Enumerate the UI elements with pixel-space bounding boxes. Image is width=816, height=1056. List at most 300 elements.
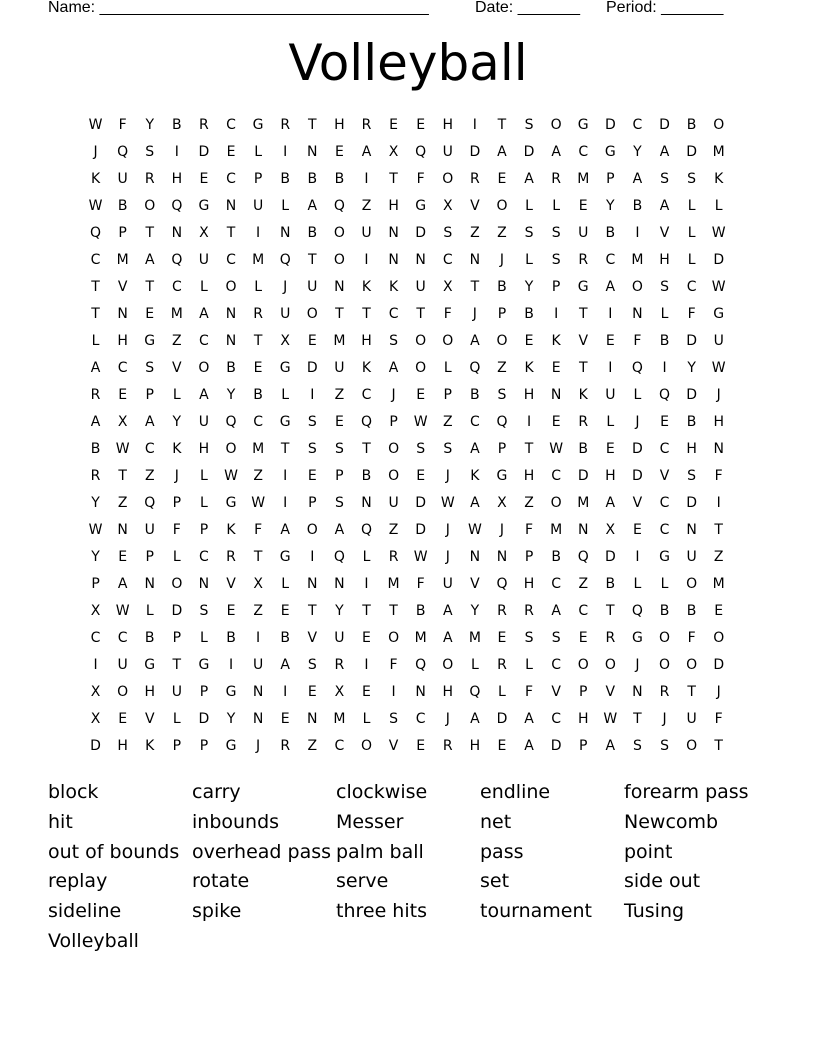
grid-letter: Q <box>469 359 481 376</box>
grid-letter: C <box>199 548 209 565</box>
grid-letter: D <box>604 116 616 133</box>
grid-letter: H <box>117 737 128 754</box>
grid-letter: A <box>334 521 345 538</box>
date-field-label: Date: _______ <box>475 0 580 16</box>
grid-letter: X <box>280 332 290 349</box>
grid-letter: V <box>172 359 182 376</box>
grid-letter: V <box>551 683 561 700</box>
word-bank-item: forearm pass <box>624 781 749 803</box>
grid-letter: I <box>472 116 477 133</box>
word-bank-item: Messer <box>336 810 404 833</box>
grid-letter: J <box>93 143 98 160</box>
grid-letter: J <box>662 710 667 727</box>
grid-letter: Y <box>606 197 615 214</box>
grid-letter: O <box>415 332 427 349</box>
grid-letter: X <box>253 575 263 592</box>
grid-letter: C <box>90 251 101 268</box>
grid-letter: G <box>225 737 237 754</box>
grid-letter: T <box>280 440 290 457</box>
grid-letter: W <box>224 467 238 484</box>
grid-letter: U <box>686 548 697 565</box>
grid-letter: O <box>496 332 508 349</box>
grid-letter: A <box>199 305 209 322</box>
grid-letter: A <box>632 170 643 187</box>
grid-letter: K <box>361 278 372 295</box>
grid-letter: R <box>253 305 263 322</box>
grid-letter: R <box>605 629 616 646</box>
grid-letter: S <box>334 494 344 511</box>
grid-letter: R <box>226 548 236 565</box>
grid-letter: C <box>551 710 562 727</box>
grid-letter: K <box>90 170 101 187</box>
grid-letter: D <box>469 143 481 160</box>
grid-letter: V <box>117 278 128 295</box>
grid-letter: V <box>605 683 616 700</box>
grid-letter: F <box>714 467 723 484</box>
grid-letter: U <box>605 386 616 403</box>
grid-letter: E <box>307 683 317 700</box>
grid-letter: A <box>605 737 616 754</box>
grid-row <box>82 570 740 597</box>
grid-row <box>82 705 740 732</box>
grid-row <box>82 435 740 462</box>
grid-letter: B <box>686 602 697 619</box>
grid-letter: D <box>713 251 725 268</box>
grid-letter: I <box>283 683 288 700</box>
grid-letter: I <box>391 683 396 700</box>
grid-letter: C <box>415 710 426 727</box>
grid-letter: V <box>659 467 670 484</box>
grid-letter: Y <box>524 278 534 295</box>
grid-letter: B <box>226 359 236 376</box>
grid-letter: Z <box>713 548 724 565</box>
grid-letter: Q <box>360 521 372 538</box>
word-bank-item: rotate <box>192 870 250 893</box>
grid-letter: N <box>388 251 399 268</box>
word-bank-item: inbounds <box>192 810 280 833</box>
grid-letter: T <box>91 305 100 322</box>
grid-letter: Y <box>470 602 480 619</box>
word-bank-item: overhead pass <box>192 840 332 863</box>
grid-letter: B <box>334 170 345 187</box>
grid-letter: S <box>551 224 561 241</box>
grid-letter: E <box>362 683 371 700</box>
grid-letter: L <box>552 197 561 214</box>
grid-letter: F <box>443 305 452 322</box>
grid-letter: R <box>659 683 670 700</box>
grid-letter: J <box>716 683 721 700</box>
grid-letter: C <box>551 575 562 592</box>
grid-letter: V <box>470 197 480 214</box>
grid-letter: A <box>280 521 290 538</box>
grid-letter: Q <box>333 197 345 214</box>
grid-letter: R <box>469 170 480 187</box>
word-bank-item: serve <box>336 870 389 893</box>
grid-letter: X <box>90 683 101 700</box>
word-bank-item: out of bounds <box>48 840 180 863</box>
grid-letter: X <box>117 413 128 430</box>
grid-letter: Y <box>633 143 642 160</box>
grid-letter: E <box>714 602 724 619</box>
grid-letter: X <box>497 494 507 511</box>
grid-letter: B <box>361 467 372 484</box>
grid-letter: X <box>605 521 616 538</box>
grid-letter: F <box>416 170 425 187</box>
grid-letter: F <box>687 305 696 322</box>
grid-letter: P <box>145 548 154 565</box>
grid-letter: Z <box>524 494 534 511</box>
grid-letter: F <box>389 656 398 673</box>
grid-letter: U <box>361 224 372 241</box>
grid-letter: N <box>225 305 237 322</box>
grid-letter: E <box>362 629 371 646</box>
grid-letter: E <box>578 629 588 646</box>
grid-letter: I <box>283 494 288 511</box>
grid-letter: D <box>415 521 427 538</box>
grid-letter: A <box>605 494 616 511</box>
grid-letter: S <box>307 656 317 673</box>
grid-letter: O <box>686 737 698 754</box>
grid-letter: Z <box>334 386 345 403</box>
grid-letter: S <box>524 116 534 133</box>
grid-letter: U <box>198 413 210 430</box>
grid-letter: G <box>659 548 670 565</box>
grid-letter: H <box>388 197 399 214</box>
grid-letter: H <box>198 440 210 457</box>
word-search-grid <box>82 111 740 759</box>
grid-row <box>82 327 740 354</box>
grid-letter: M <box>333 332 346 349</box>
grid-letter: D <box>686 386 697 403</box>
grid-letter: B <box>632 197 643 214</box>
grid-letter: O <box>496 197 508 214</box>
grid-letter: S <box>199 602 209 619</box>
grid-letter: B <box>280 629 290 646</box>
grid-letter: O <box>388 629 400 646</box>
grid-letter: L <box>200 467 208 484</box>
grid-letter: B <box>659 332 670 349</box>
grid-letter: R <box>199 116 209 133</box>
grid-letter: V <box>226 575 236 592</box>
grid-letter: M <box>387 575 400 592</box>
grid-letter: M <box>116 251 129 268</box>
grid-letter: L <box>281 575 290 592</box>
grid-letter: O <box>550 116 562 133</box>
grid-letter: T <box>578 305 588 322</box>
grid-letter: L <box>687 224 696 241</box>
grid-letter: J <box>445 467 450 484</box>
grid-letter: Q <box>225 413 237 430</box>
grid-letter: Y <box>91 494 100 511</box>
grid-letter: P <box>145 386 154 403</box>
grid-letter: D <box>415 224 427 241</box>
grid-row <box>82 516 740 543</box>
grid-letter: R <box>497 602 507 619</box>
grid-letter: C <box>226 116 236 133</box>
grid-letter: T <box>308 251 317 268</box>
grid-letter: J <box>635 413 640 430</box>
grid-letter: S <box>389 332 399 349</box>
grid-letter: N <box>577 521 589 538</box>
grid-letter: I <box>283 143 288 160</box>
grid-letter: A <box>144 251 155 268</box>
grid-letter: T <box>524 440 534 457</box>
grid-letter: W <box>549 440 564 457</box>
grid-letter: I <box>364 656 369 673</box>
grid-letter: F <box>172 521 181 538</box>
grid-letter: E <box>145 305 155 322</box>
grid-letter: O <box>306 305 318 322</box>
grid-letter: M <box>414 629 427 646</box>
grid-row <box>82 111 740 138</box>
grid-letter: U <box>198 251 210 268</box>
grid-letter: O <box>333 224 345 241</box>
grid-letter: D <box>713 656 725 673</box>
grid-letter: O <box>360 737 372 754</box>
grid-letter: T <box>362 440 371 457</box>
word-bank-item: three hits <box>336 900 427 923</box>
grid-letter: R <box>578 413 589 430</box>
grid-letter: T <box>253 548 263 565</box>
word-bank-item: block <box>48 781 99 803</box>
grid-letter: Q <box>631 359 643 376</box>
grid-letter: N <box>388 224 399 241</box>
grid-letter: J <box>716 386 721 403</box>
grid-letter: Z <box>388 521 399 538</box>
grid-letter: J <box>499 521 505 538</box>
grid-letter: A <box>144 413 155 430</box>
word-bank-item: net <box>480 810 512 833</box>
grid-letter: M <box>712 143 725 160</box>
grid-letter: B <box>307 224 318 241</box>
grid-letter: H <box>523 386 535 403</box>
grid-letter: O <box>117 683 129 700</box>
grid-letter: C <box>90 629 101 646</box>
grid-letter: R <box>280 737 291 754</box>
grid-letter: G <box>279 413 291 430</box>
grid-letter: O <box>306 521 318 538</box>
grid-letter: L <box>91 332 100 349</box>
grid-letter: E <box>226 602 236 619</box>
grid-letter: L <box>687 251 696 268</box>
grid-letter: Z <box>307 737 318 754</box>
grid-letter: N <box>117 305 128 322</box>
grid-letter: G <box>144 332 156 349</box>
grid-letter: C <box>144 440 155 457</box>
grid-letter: I <box>608 305 613 322</box>
grid-letter: O <box>713 116 725 133</box>
grid-letter: K <box>172 440 182 457</box>
grid-letter: M <box>550 521 563 538</box>
grid-letter: N <box>632 305 643 322</box>
grid-letter: F <box>118 116 127 133</box>
grid-letter: G <box>279 359 291 376</box>
grid-letter: W <box>88 521 103 538</box>
grid-letter: W <box>115 602 130 619</box>
grid-letter: B <box>307 170 318 187</box>
grid-letter: P <box>199 683 209 700</box>
grid-letter: J <box>391 386 396 403</box>
grid-letter: N <box>225 332 237 349</box>
grid-letter: E <box>551 359 561 376</box>
grid-letter: I <box>228 656 234 673</box>
grid-letter: J <box>174 467 179 484</box>
grid-letter: E <box>605 332 615 349</box>
grid-letter: U <box>334 629 345 646</box>
grid-letter: E <box>389 116 398 133</box>
grid-letter: K <box>714 170 724 187</box>
grid-letter: V <box>388 737 399 754</box>
grid-letter: H <box>523 467 535 484</box>
grid-letter: Z <box>442 413 453 430</box>
grid-letter: E <box>497 737 507 754</box>
grid-letter: B <box>470 386 480 403</box>
grid-letter: Q <box>496 413 508 430</box>
grid-letter: S <box>334 440 344 457</box>
grid-letter: D <box>604 548 616 565</box>
grid-letter: E <box>199 170 209 187</box>
grid-letter: O <box>659 629 671 646</box>
grid-letter: Z <box>253 602 263 619</box>
grid-letter: E <box>497 170 507 187</box>
grid-letter: T <box>335 305 344 322</box>
grid-letter: A <box>199 386 209 403</box>
grid-letter: E <box>334 413 344 430</box>
grid-letter: B <box>551 548 561 565</box>
grid-letter: M <box>468 629 481 646</box>
worksheet-header <box>48 0 768 20</box>
grid-letter: N <box>469 548 481 565</box>
grid-letter: A <box>470 332 480 349</box>
grid-letter: N <box>632 683 643 700</box>
grid-letter: T <box>91 278 100 295</box>
grid-letter: L <box>525 656 533 673</box>
grid-letter: O <box>388 467 400 484</box>
grid-letter: B <box>686 413 697 430</box>
grid-letter: T <box>633 710 642 727</box>
grid-letter: G <box>496 467 508 484</box>
grid-letter: Q <box>144 494 156 511</box>
grid-letter: A <box>551 143 561 160</box>
grid-letter: V <box>632 494 643 511</box>
grid-letter: M <box>631 251 644 268</box>
grid-letter: R <box>551 170 561 187</box>
grid-letter: I <box>716 494 721 511</box>
grid-letter: R <box>334 656 345 673</box>
word-bank-item: point <box>624 840 673 863</box>
word-bank-item: Volleyball <box>48 929 139 952</box>
grid-letter: L <box>281 386 290 403</box>
grid-letter: G <box>225 683 237 700</box>
grid-letter: O <box>171 575 183 592</box>
grid-letter: N <box>144 575 155 592</box>
grid-letter: L <box>525 197 533 214</box>
grid-letter: T <box>308 602 317 619</box>
grid-row <box>82 732 740 759</box>
grid-letter: X <box>199 224 209 241</box>
grid-letter: L <box>254 143 263 160</box>
grid-letter: Q <box>496 575 508 592</box>
grid-letter: D <box>198 710 210 727</box>
grid-letter: I <box>526 413 532 430</box>
grid-letter: N <box>198 575 210 592</box>
grid-letter: C <box>117 629 128 646</box>
grid-row <box>82 597 740 624</box>
grid-letter: W <box>711 359 726 376</box>
grid-letter: L <box>714 197 723 214</box>
grid-letter: P <box>172 494 182 511</box>
grid-letter: T <box>606 602 615 619</box>
grid-letter: D <box>306 359 318 376</box>
grid-letter: A <box>361 143 372 160</box>
grid-letter: O <box>631 278 643 295</box>
grid-letter: R <box>578 251 589 268</box>
grid-letter: X <box>442 197 453 214</box>
grid-letter: E <box>497 629 507 646</box>
grid-letter: Q <box>171 251 183 268</box>
grid-letter: C <box>361 386 372 403</box>
grid-letter: C <box>551 467 562 484</box>
grid-letter: D <box>171 602 183 619</box>
grid-letter: O <box>442 656 454 673</box>
grid-letter: L <box>172 548 181 565</box>
grid-letter: C <box>632 116 643 133</box>
grid-letter: L <box>498 683 506 700</box>
grid-letter: N <box>550 386 562 403</box>
grid-letter: R <box>442 737 453 754</box>
grid-letter: D <box>686 143 697 160</box>
grid-letter: I <box>174 143 179 160</box>
grid-letter: A <box>90 359 101 376</box>
grid-letter: P <box>335 467 344 484</box>
grid-letter: S <box>307 440 317 457</box>
grid-letter: G <box>252 116 264 133</box>
grid-letter: V <box>470 575 480 592</box>
grid-letter: L <box>200 494 208 511</box>
grid-letter: L <box>281 197 290 214</box>
grid-letter: U <box>713 332 724 349</box>
grid-letter: T <box>172 656 182 673</box>
grid-letter: K <box>145 737 155 754</box>
grid-letter: L <box>172 710 181 727</box>
grid-letter: E <box>118 548 128 565</box>
grid-letter: H <box>523 575 535 592</box>
grid-letter: D <box>90 737 101 754</box>
grid-letter: S <box>660 737 669 754</box>
grid-letter: H <box>171 170 183 187</box>
grid-letter: P <box>524 548 534 565</box>
grid-letter: H <box>361 332 372 349</box>
grid-letter: C <box>551 656 562 673</box>
grid-letter: Q <box>469 683 481 700</box>
grid-letter: L <box>254 278 263 295</box>
grid-letter: E <box>307 467 317 484</box>
grid-letter: U <box>280 305 291 322</box>
grid-letter: Q <box>279 251 291 268</box>
word-bank-item: spike <box>192 900 242 923</box>
grid-letter: Q <box>415 143 427 160</box>
grid-row <box>82 651 740 678</box>
grid-letter: B <box>90 440 101 457</box>
grid-letter: M <box>577 494 590 511</box>
grid-letter: O <box>604 656 616 673</box>
grid-letter: O <box>442 332 454 349</box>
grid-letter: D <box>659 116 670 133</box>
grid-letter: H <box>117 332 128 349</box>
grid-letter: U <box>117 170 128 187</box>
grid-letter: P <box>253 170 263 187</box>
grid-letter: V <box>307 629 318 646</box>
